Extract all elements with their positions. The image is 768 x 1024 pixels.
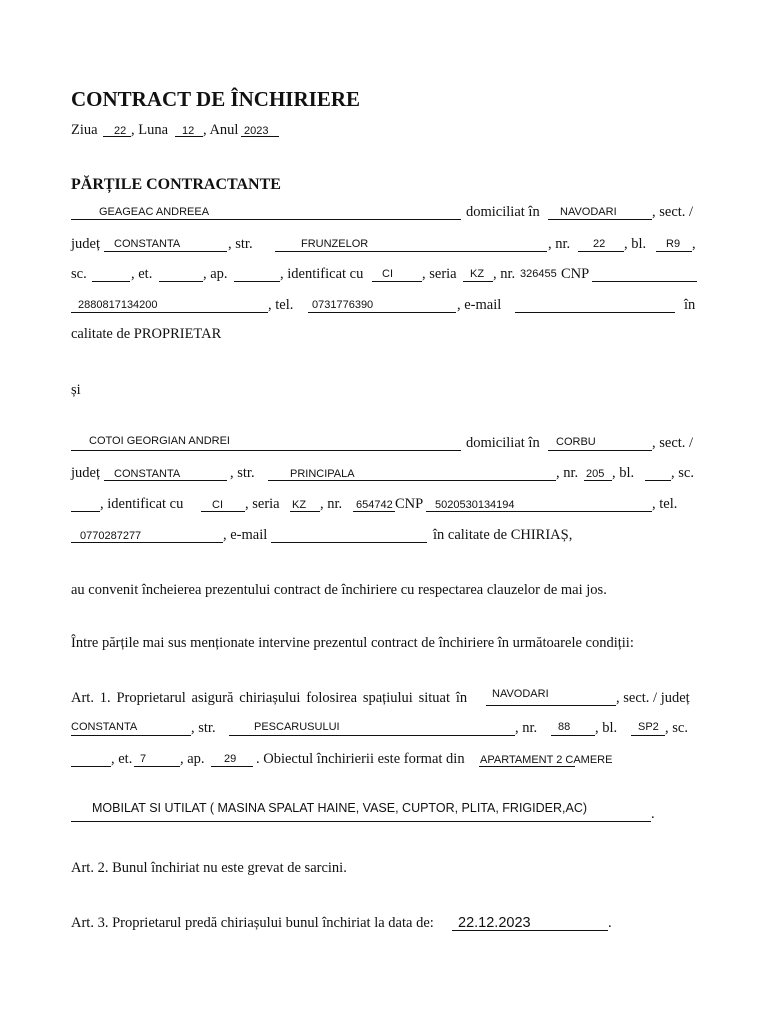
owner-bl-label: , bl. [624,236,647,252]
art1-ap-field[interactable]: 29 [224,753,237,765]
month-field[interactable]: 12 [182,125,195,137]
tenant-calitate: în calitate de CHIRIAȘ, [433,527,573,543]
anul-label: , Anul [203,122,239,138]
owner-in-label: în [684,297,696,313]
owner-str-label: , str. [228,236,253,252]
owner-bl-field[interactable]: R9 [666,238,681,250]
owner-calitate: calitate de PROPRIETAR [71,326,222,342]
tenant-sc-label: , sc. [671,465,694,481]
owner-id-type-field[interactable]: CI [382,268,393,280]
art1-nr-label: , nr. [515,720,538,736]
art1-bl-label: , bl. [595,720,618,736]
owner-sect-label: , sect. / [652,204,694,220]
owner-identificat-label: , identificat cu [280,266,364,282]
tenant-seria-label: , seria [245,496,280,512]
owner-tel-field[interactable]: 0731776390 [312,299,374,311]
tenant-cnp-label: CNP [395,496,424,512]
art1-street-field[interactable]: PESCARUSULUI [254,721,340,733]
tenant-judet-field[interactable]: CONSTANTA [114,468,181,480]
art1-obiect-detail-field[interactable]: MOBILAT SI UTILAT ( MASINA SPALAT HAINE, VASE, CUPTOR, PLITA, FRIGIDER,AC) [92,801,588,815]
tenant-id-nr-field[interactable]: 654742 [356,499,393,511]
ziua-label: Ziua [71,122,98,138]
art1-et-label: , et. [111,751,133,767]
luna-label: , Luna [131,122,169,138]
owner-nr-field[interactable]: 22 [593,238,606,250]
art1-nr-field[interactable]: 88 [558,721,571,733]
tenant-email-label: , e-mail [223,527,268,543]
owner-cnp-field[interactable]: 2880817134200 [78,299,158,311]
day-field[interactable]: 22 [114,125,127,137]
art3-date-field[interactable]: 22.12.2023 [458,915,531,931]
tenant-judet-label: județ [71,465,100,481]
owner-nr2-label: , nr. [493,266,516,282]
parties-heading: PĂRȚILE CONTRACTANTE [71,176,281,193]
owner-email-label: , e-mail [457,297,502,313]
owner-name-field[interactable]: GEAGEAC ANDREEA [99,206,210,218]
art1-bl-field[interactable]: SP2 [638,721,659,733]
owner-domiciliat-label: domiciliat în [466,204,540,220]
tenant-str-label: , str. [230,465,255,481]
and-word: și [71,382,81,398]
art3-text: Art. 3. Proprietarul predă chiriașului bunul închiriat la data de: [71,915,434,931]
art1-str-label: , str. [191,720,216,736]
agreed-text: au convenit încheierea prezentului contract de închiriere cu respectarea clauzelor de mai jos. [71,582,607,598]
tenant-sect-label: , sect. / [652,435,694,451]
owner-judet-field[interactable]: CONSTANTA [114,238,181,250]
tenant-nr-field[interactable]: 205 [586,468,605,480]
owner-cnp-label: CNP [561,266,590,282]
art1-judet-field[interactable]: CONSTANTA [71,721,138,733]
tenant-bl-label: , bl. [612,465,635,481]
tenant-nr-label: , nr. [556,465,579,481]
intro-text: Între părțile mai sus menționate intervine prezentul contract de închiriere în următoarele condiții: [71,635,634,651]
tenant-nr2-label: , nr. [320,496,343,512]
tenant-name-field[interactable]: COTOI GEORGIAN ANDREI [89,435,230,447]
art1-ap-label: , ap. [180,751,205,767]
tenant-identificat-label: , identificat cu [100,496,184,512]
owner-nr-label: , nr. [548,236,571,252]
tenant-city-field[interactable]: CORBU [556,436,596,448]
document-title: CONTRACT DE ÎNCHIRIERE [71,87,360,111]
tenant-id-type-field[interactable]: CI [212,499,223,511]
tenant-tel-label: , tel. [652,496,678,512]
owner-tel-label: , tel. [268,297,294,313]
owner-street-field[interactable]: FRUNZELOR [301,238,369,250]
art1-et-field[interactable]: 7 [140,753,147,765]
art1-city-field[interactable]: NAVODARI [492,688,549,700]
owner-seria-label: , seria [422,266,457,282]
tenant-domiciliat-label: domiciliat în [466,435,540,451]
owner-city-field[interactable]: NAVODARI [560,206,617,218]
owner-id-nr-field[interactable]: 326455 [520,268,557,280]
art1-sect-judet-label: , sect. / județ [616,690,690,706]
art1-line1: Art. 1. Proprietarul asigură chiriașului folosirea spațiului situat în [71,690,468,706]
year-field[interactable]: 2023 [244,125,269,137]
tenant-street-field[interactable]: PRINCIPALA [290,468,355,480]
art2-text: Art. 2. Bunul închiriat nu este grevat de sarcini. [71,860,347,876]
art1-sc-label: , sc. [665,720,688,736]
tenant-seria-field[interactable]: KZ [292,499,307,511]
owner-seria-field[interactable]: KZ [470,268,485,280]
tenant-cnp-field[interactable]: 5020530134194 [435,499,515,511]
owner-et-label: , et. [131,266,153,282]
owner-sc-label: sc. [71,266,87,282]
art1-obiect-field[interactable]: APARTAMENT 2 CAMERE [480,754,613,766]
tenant-tel-field[interactable]: 0770287277 [80,530,142,542]
owner-ap-label: , ap. [203,266,228,282]
art1-obiect-label: . Obiectul închirierii este format din [256,751,465,767]
owner-judet-label: județ [71,236,100,252]
